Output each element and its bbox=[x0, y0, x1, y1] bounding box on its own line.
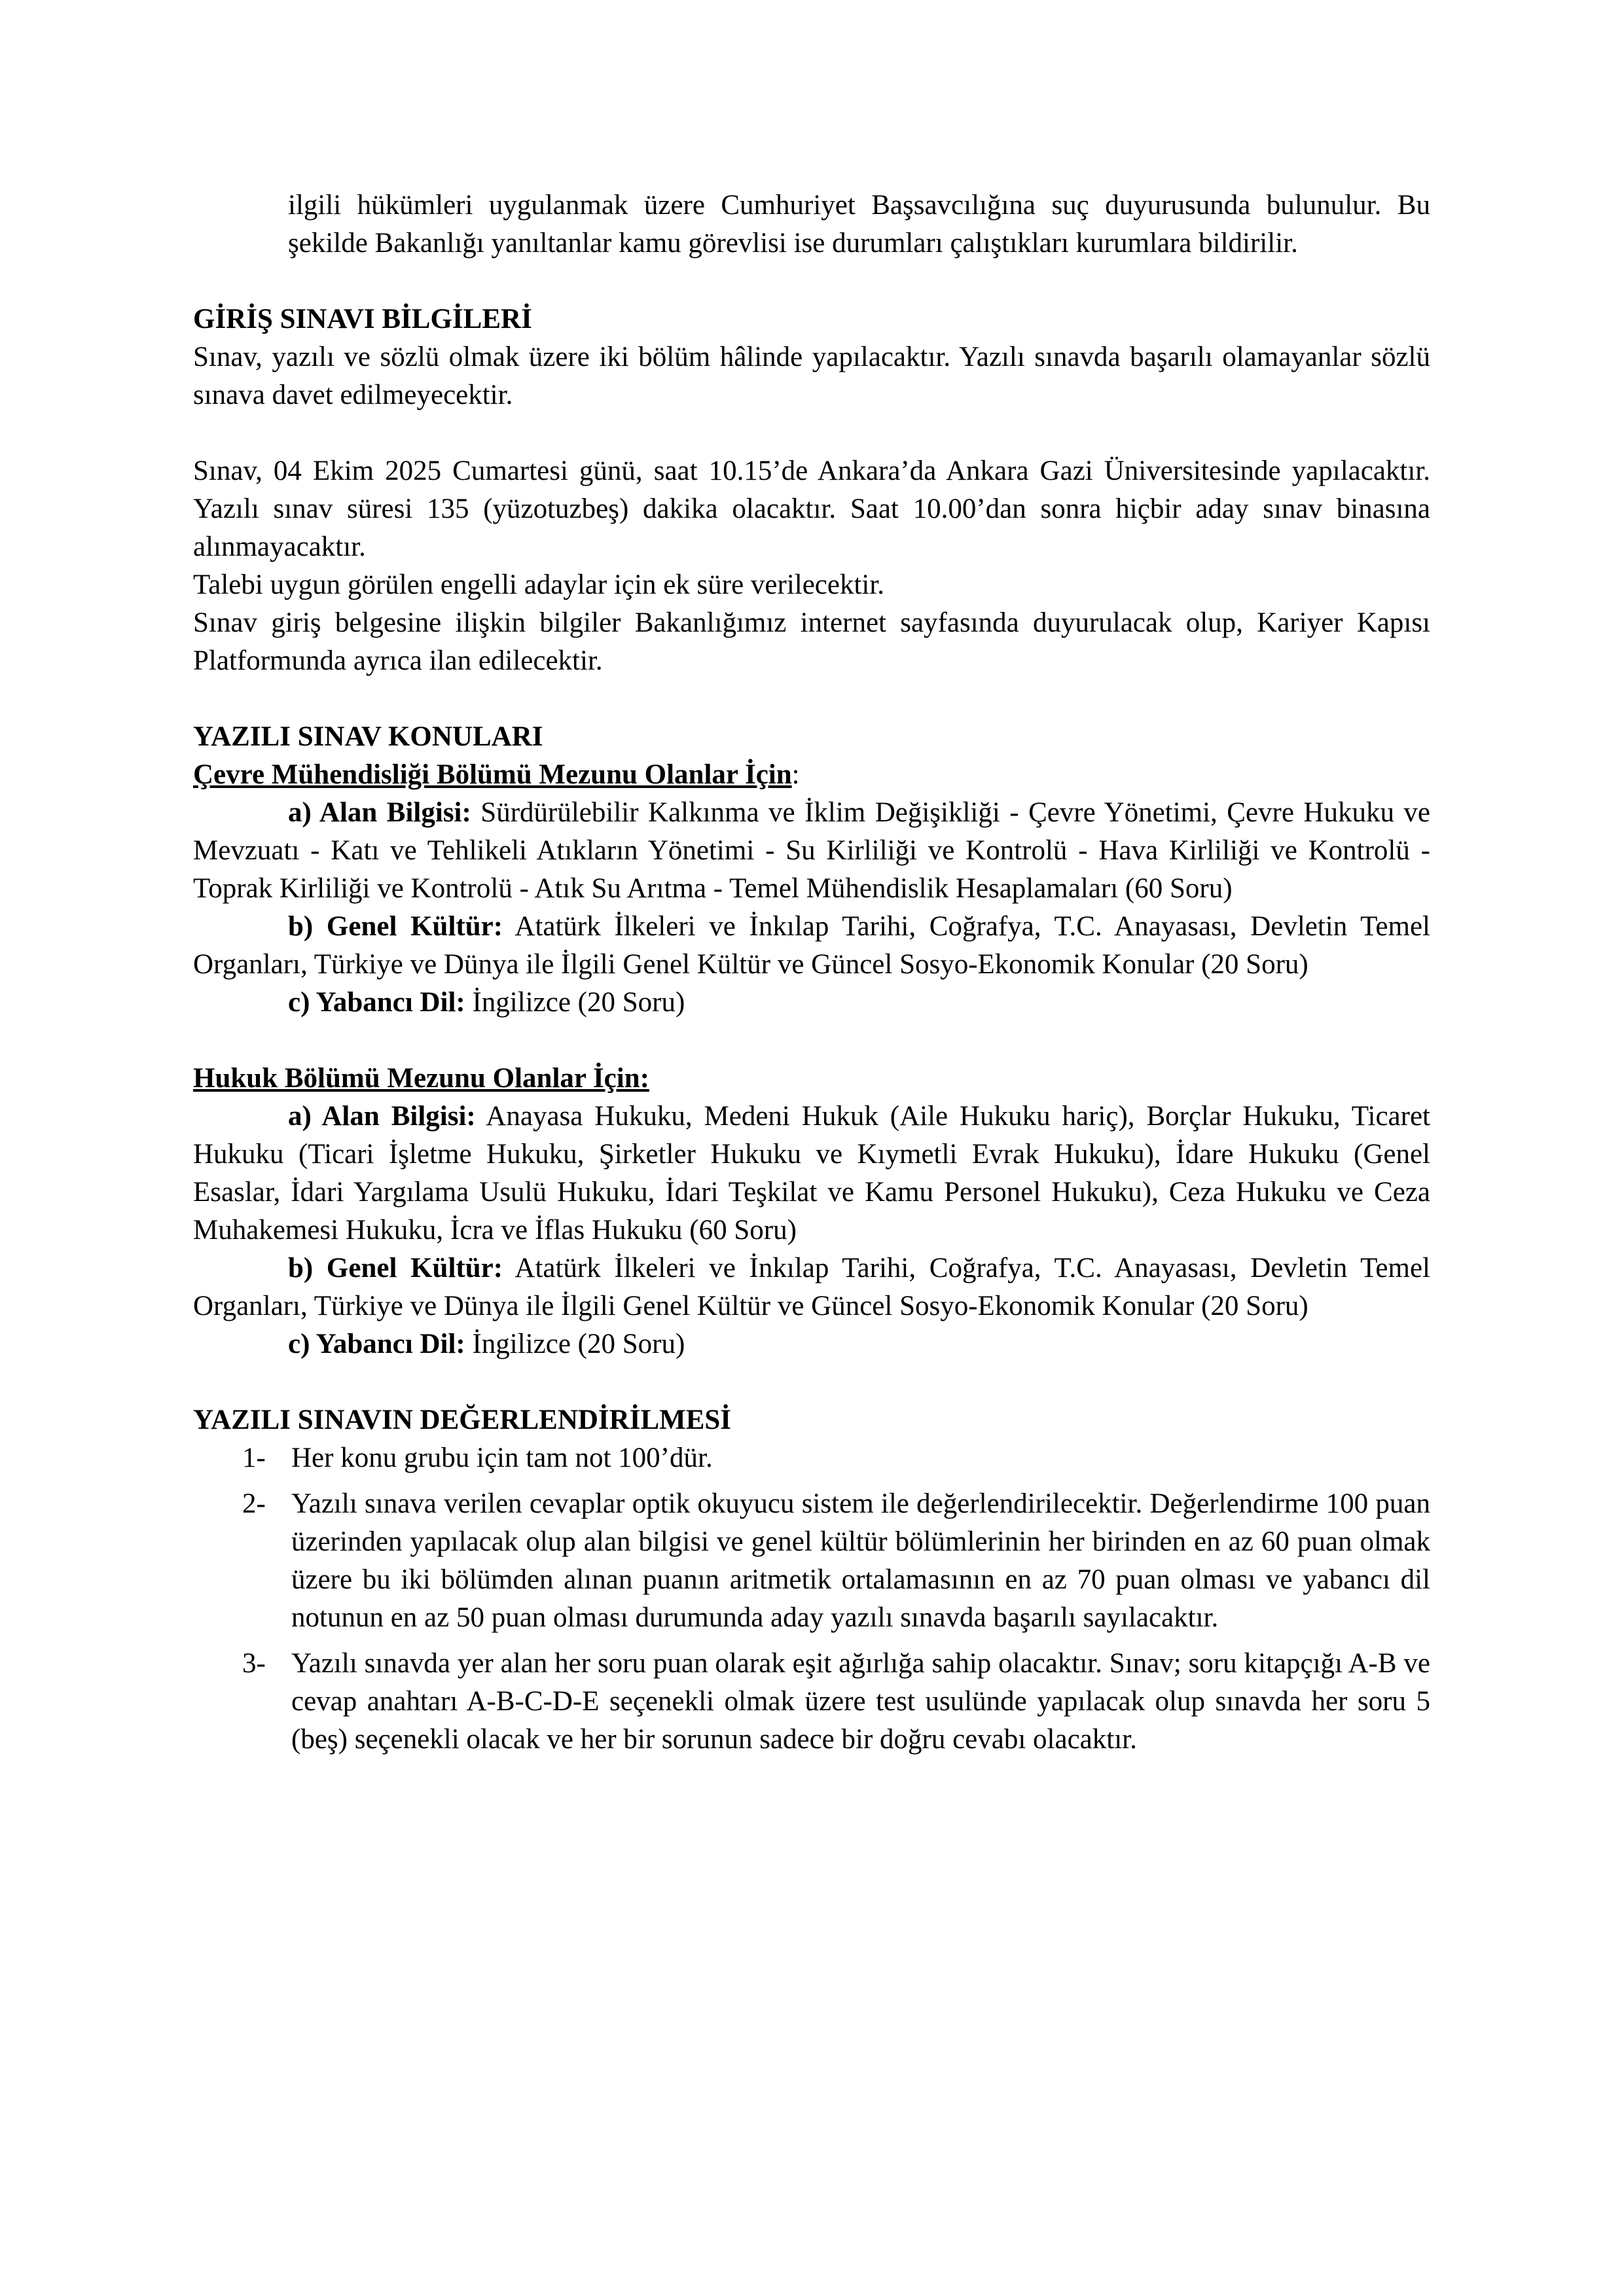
list-item-number: 2- bbox=[242, 1488, 266, 1519]
entrance-heading: GİRİŞ SINAVI BİLGİLERİ bbox=[193, 304, 532, 334]
law-section-title bbox=[193, 1060, 1430, 1098]
entrance-paragraph-2: Sınav, 04 Ekim 2025 Cumartesi günü, saat 10.15’de Ankara’da Ankara Gazi Üniversitesinde yapılacaktır. Yazılı sınav süresi 135 (yüzotuzbeş) dakika olacaktır. Saat 10.00’dan sonra hiçbir aday sınav binasına alınmayacaktır. bbox=[193, 456, 1430, 562]
entrance-paragraph-3: Talebi uygun görülen engelli adaylar için ek süre verilecektir. bbox=[193, 569, 885, 600]
topics-heading: YAZILI SINAV KONULARI bbox=[193, 721, 543, 752]
law-item-a bbox=[193, 1098, 1430, 1249]
law-item-a-text: Anayasa Hukuku, Medeni Hukuk (Aile Hukuku hariç), Borçlar Hukuku, Ticaret Hukuku (Ticari İşletme Hukuku, Şirketler Hukuku ve Kıymetli Evrak Hukuku), İdare Hukuku (Genel Esaslar, İdari Yargılama Usulü Hukuku, İdari Teşkilat ve Kamu Personel Hukuku), Ceza Hukuku ve Ceza Muhakemesi Hukuku, İcra ve İflas Hukuku (60 Soru) bbox=[193, 1101, 1430, 1246]
list-item bbox=[193, 1439, 1430, 1477]
list-item-number: 3- bbox=[242, 1648, 266, 1679]
law-item-c-label: c) Yabancı Dil: bbox=[288, 1329, 465, 1359]
env-item-c-label: c) Yabancı Dil: bbox=[288, 987, 465, 1018]
evaluation-list bbox=[193, 1439, 1430, 1759]
law-item-c bbox=[193, 1325, 1430, 1363]
list-item-number: 1- bbox=[242, 1443, 266, 1473]
env-item-c-text: İngilizce (20 Soru) bbox=[465, 987, 685, 1018]
document-body bbox=[193, 187, 1430, 1759]
intro-continuation: ilgili hükümleri uygulanmak üzere Cumhuriyet Başsavcılığına suç duyurusunda bulunulur. Bu şekilde Bakanlığı yanıltanlar kamu görevlisi ise durumları çalıştıkları kurumlara bildirilir. bbox=[288, 190, 1430, 259]
entrance-paragraph-1: Sınav, yazılı ve sözlü olmak üzere iki bölüm hâlinde yapılacaktır. Yazılı sınavda başarılı olamayanlar sözlü sınava davet edilmeyecektir. bbox=[193, 342, 1430, 410]
list-item-text: Yazılı sınavda yer alan her soru puan olarak eşit ağırlığa sahip olacaktır. Sınav; soru kitapçığı A-B ve cevap anahtarı A-B-C-D-E seçenekli olmak üzere test usulünde yapılacak olup sınavda her soru 5 (beş) seçenekli olacak ve her bir sorunun sadece bir doğru cevabı olacaktır. bbox=[291, 1648, 1430, 1755]
env-item-b-text: Atatürk İlkeleri ve İnkılap Tarihi, Coğrafya, T.C. Anayasası, Devletin Temel Organları, Türkiye ve Dünya ile İlgili Genel Kültür ve Güncel Sosyo-Ekonomik Konular (20 Soru) bbox=[193, 911, 1430, 980]
env-item-b bbox=[193, 908, 1430, 984]
list-item bbox=[193, 1485, 1430, 1637]
env-title-suffix: : bbox=[791, 759, 800, 790]
env-section-title bbox=[193, 756, 1430, 794]
list-item-text: Yazılı sınava verilen cevaplar optik okuyucu sistem ile değerlendirilecektir. Değerlendirme 100 puan üzerinden yapılacak olup alan bilgisi ve genel kültür bölümlerinin her birinden en az 60 puan olmak üzere bu iki bölümden alınan puanın aritmetik ortalamasının en az 70 puan olması ve yabancı dil notunun en az 50 puan olması durumunda aday yazılı sınavda başarılı sayılacaktır. bbox=[291, 1488, 1430, 1633]
list-item-text: Her konu grubu için tam not 100’dür. bbox=[291, 1443, 713, 1473]
env-item-b-label: b) Genel Kültür: bbox=[288, 911, 503, 942]
law-item-b-label: b) Genel Kültür: bbox=[288, 1253, 503, 1283]
env-item-c bbox=[193, 984, 1430, 1022]
law-item-a-label: a) Alan Bilgisi: bbox=[288, 1101, 476, 1132]
law-item-b bbox=[193, 1249, 1430, 1325]
law-item-c-text: İngilizce (20 Soru) bbox=[465, 1329, 685, 1359]
env-title: Çevre Mühendisliği Bölümü Mezunu Olanlar İçin bbox=[193, 759, 792, 790]
law-item-b-text: Atatürk İlkeleri ve İnkılap Tarihi, Coğrafya, T.C. Anayasası, Devletin Temel Organları, Türkiye ve Dünya ile İlgili Genel Kültür ve Güncel Sosyo-Ekonomik Konular (20 Soru) bbox=[193, 1253, 1430, 1321]
env-item-a-text: Sürdürülebilir Kalkınma ve İklim Değişikliği - Çevre Yönetimi, Çevre Hukuku ve Mevzuatı - Katı ve Tehlikeli Atıkların Yönetimi - Su Kirliliği ve Kontrolü - Hava Kirliliği ve Kontrolü - Toprak Kirliliği ve Kontrolü - Atık Su Arıtma - Temel Mühendislik Hesaplamaları (60 Soru) bbox=[193, 797, 1430, 904]
list-item bbox=[193, 1645, 1430, 1759]
env-item-a-label: a) Alan Bilgisi: bbox=[288, 797, 471, 828]
entrance-paragraph-4: Sınav giriş belgesine ilişkin bilgiler Bakanlığımız internet sayfasında duyurulacak olup, Kariyer Kapısı Platformunda ayrıca ilan edilecektir. bbox=[193, 607, 1430, 676]
env-item-a bbox=[193, 794, 1430, 908]
evaluation-heading: YAZILI SINAVIN DEĞERLENDİRİLMESİ bbox=[193, 1405, 732, 1435]
law-title: Hukuk Bölümü Mezunu Olanlar İçin: bbox=[193, 1063, 649, 1094]
